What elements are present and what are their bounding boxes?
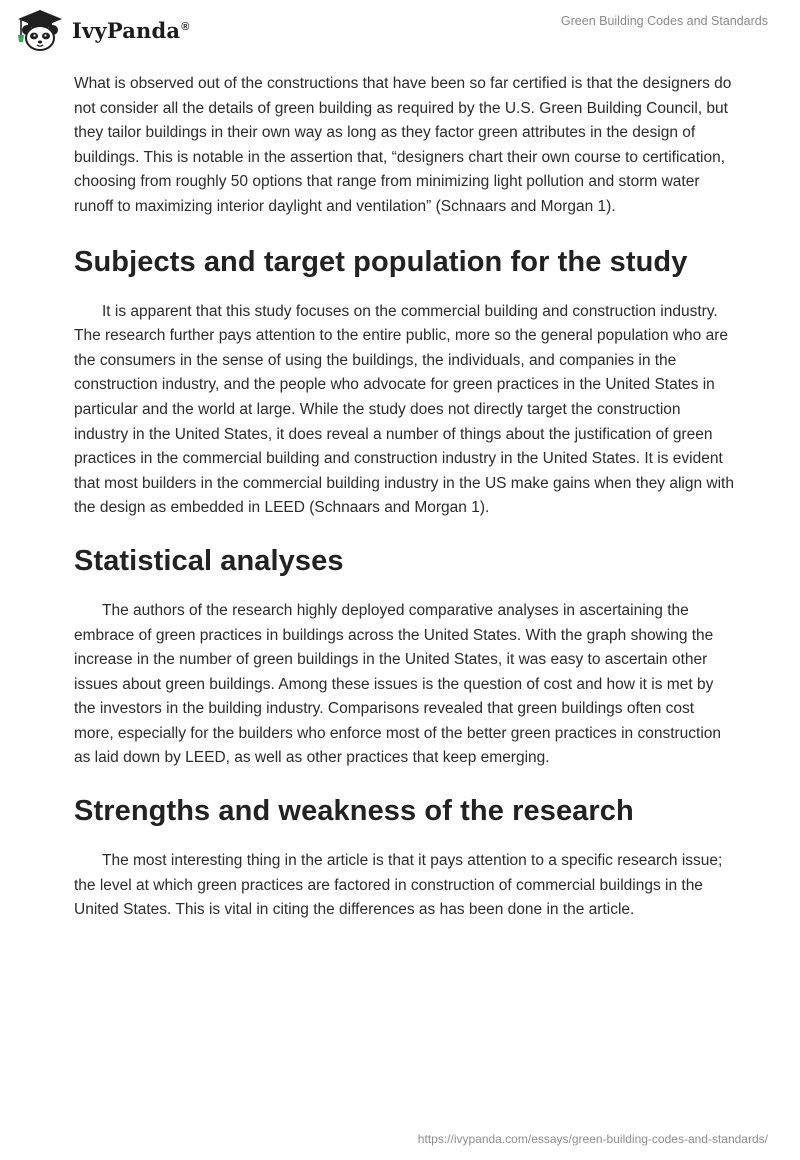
page-header bbox=[0, 0, 800, 64]
essay-content bbox=[74, 72, 734, 923]
section-heading-subjects: Subjects and target population for the study bbox=[74, 245, 688, 278]
section-paragraph-strengths: The most interesting thing in the article is that it pays attention to a specific research issue; the level at which green practices are factored in construction of commercial buildings in the United States. This is vital in citing the differences as has been done in the article. bbox=[74, 852, 723, 919]
brand-logo[interactable] bbox=[14, 8, 190, 52]
section-heading-strengths: Strengths and weakness of the research bbox=[74, 795, 634, 828]
source-url-link[interactable]: https://ivypanda.com/essays/green-building-codes-and-standards/ bbox=[417, 1132, 768, 1146]
running-title: Green Building Codes and Standards bbox=[560, 14, 768, 28]
registered-mark: ® bbox=[181, 20, 190, 33]
brand-name bbox=[72, 18, 190, 43]
intro-paragraph: What is observed out of the constructions that have been so far certified is that the designers do not consider all the details of green building as required by the U.S. Green Building Council, but they tailor buildings in their own way as long as they factor green attributes in the design of buildings. This is notable in the assertion that, “designers chart their own course to certification, choosing from roughly 50 options that range from minimizing light pollution and storm water runoff to maximizing interior daylight and ventilation” (Schnaars and Morgan 1). bbox=[74, 75, 732, 215]
section-paragraph-subjects: It is apparent that this study focuses on the commercial building and construction industry. The research further pays attention to the entire public, more so the general population who are the consumers in the sense of using the buildings, the individuals, and companies in the construction industry, and the people who advocate for green practices in the United States in particular and the world at large. While the study does not directly target the construction industry in the United States, it does reveal a number of things about the justification of green practices in the commercial building and construction industry in the United States. It is evident that most builders in the commercial building industry in the US make gains when they align with the design as embedded in LEED (Schnaars and Morgan 1). bbox=[74, 302, 734, 517]
section-heading-statistical: Statistical analyses bbox=[74, 544, 344, 577]
section-paragraph-statistical: The authors of the research highly deployed comparative analyses in ascertaining the embrace of green practices in buildings across the United States. With the graph showing the increase in the number of green buildings in the United States, it was easy to ascertain other issues about green buildings. Among these issues is the question of cost and how it is met by the investors in the building industry. Comparisons revealed that green buildings often cost more, especially for the builders who enforce most of the better green practices in construction as laid down by LEED, as well as other practices that keep emerging. bbox=[74, 601, 722, 767]
brand-name-text: IvyPanda bbox=[72, 17, 181, 43]
panda-graduation-cap-icon bbox=[14, 8, 66, 52]
